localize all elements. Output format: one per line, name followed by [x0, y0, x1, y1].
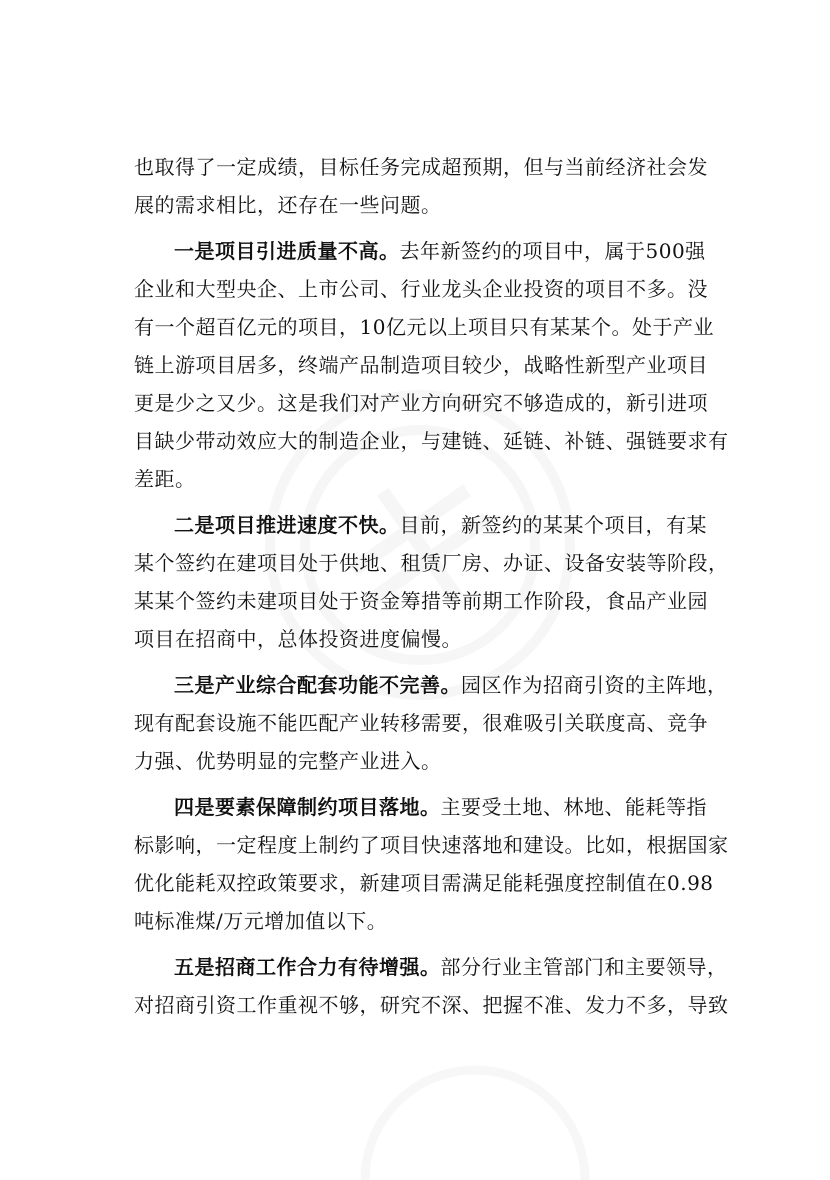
text-line: 差距。 — [134, 467, 196, 491]
text-fragment: 目前，新签约的某某个项目，有某 — [399, 513, 707, 537]
text-line: 对招商引资工作重视不够，研究不深、把握不准、发力不多，导致 — [134, 993, 729, 1017]
text-line: 项目在招商中，总体投资进度偏慢。 — [134, 627, 462, 651]
text-line — [134, 506, 707, 544]
text-line — [134, 788, 707, 826]
issue-heading: 三是产业综合配套功能不完善。 — [174, 673, 461, 697]
text-line: 现有配套设施不能匹配产业转移需要，很难吸引关联度高、竞争 — [134, 711, 708, 735]
issue-heading: 五是招商工作合力有待增强。 — [174, 955, 441, 979]
text-line: 某某个签约未建项目处于资金筹措等前期工作阶段，食品产业园 — [134, 589, 708, 613]
paragraph-issue-5 — [134, 948, 729, 1024]
text-line: 某个签约在建项目处于供地、租赁厂房、办证、设备安装等阶段， — [134, 551, 729, 575]
issue-heading: 一是项目引进质量不高。 — [174, 239, 400, 263]
text-line: 更是少之又少。这是我们对产业方向研究不够造成的，新引进项 — [134, 391, 708, 415]
text-line — [134, 666, 728, 704]
paragraph-issue-4 — [134, 788, 729, 940]
paragraph-issue-2 — [134, 506, 729, 658]
text-fragment: 部分行业主管部门和主要领导， — [440, 955, 728, 979]
text-line: 链上游项目居多，终端产品制造项目较少，战略性新型产业项目 — [134, 353, 708, 377]
text-line: 目缺少带动效应大的制造企业，与建链、延链、补链、强链要求有 — [134, 429, 729, 453]
text-line: 也取得了一定成绩，目标任务完成超预期，但与当前经济社会发 — [134, 155, 708, 179]
text-fragment: 园区作为招商引资的主阵地， — [461, 673, 728, 697]
text-line: 力强、优势明显的完整产业进入。 — [134, 749, 442, 773]
text-fragment: 主要受土地、林地、能耗等指 — [440, 795, 707, 819]
text-line: 企业和大型央企、上市公司、行业龙头企业投资的项目不多。没 — [134, 277, 708, 301]
paragraph-intro — [134, 148, 708, 224]
text-line — [134, 948, 728, 986]
text-fragment: 去年新签约的项目中，属于500强 — [399, 239, 706, 263]
text-line — [134, 232, 706, 270]
paragraph-issue-3 — [134, 666, 728, 780]
watermark-fragment-icon — [360, 1040, 590, 1180]
text-line: 标影响，一定程度上制约了项目快速落地和建设。比如，根据国家 — [134, 833, 729, 857]
paragraph-issue-1 — [134, 232, 729, 498]
text-line: 有一个超百亿元的项目，10亿元以上项目只有某某个。处于产业 — [134, 315, 714, 339]
issue-heading: 二是项目推进速度不快。 — [174, 513, 400, 537]
issue-heading: 四是要素保障制约项目落地。 — [174, 795, 441, 819]
document-body — [134, 148, 729, 1024]
text-line: 优化能耗双控政策要求，新建项目需满足能耗强度控制值在0.98 — [134, 871, 714, 895]
text-line: 展的需求相比，还存在一些问题。 — [134, 193, 442, 217]
text-line: 吨标准煤/万元增加值以下。 — [134, 909, 388, 933]
